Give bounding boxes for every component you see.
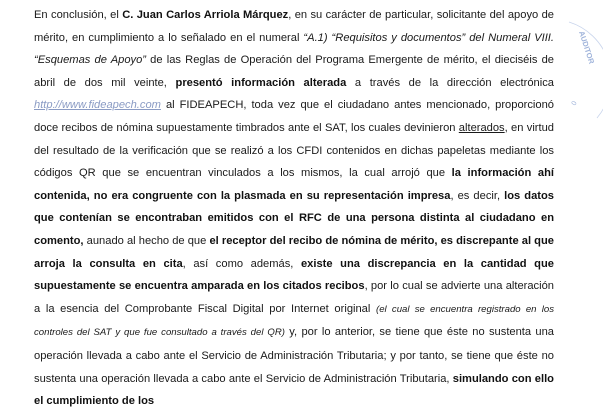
text-segment: , en virtud del resultado de la verificación que se realizó a los CFDI contenidos en dichas papeletas mediante los códigos QR que se encuentran vinculados a los mismos, la cual arrojó que	[34, 121, 555, 180]
text-segment: , en su carácter de particular, solicitante del apoyo de mérito, en cumplimiento a lo señalado en el numeral	[34, 9, 554, 44]
stamp-mark: 0	[570, 100, 579, 107]
text-segment: , por lo cual se advierte una alteración a la esencia del Comprobante Fiscal Digital por Internet original	[34, 280, 554, 315]
website-link[interactable]: http://www.fideapech.com	[34, 99, 161, 112]
text-segment: aunado al hecho de que	[83, 234, 210, 247]
text-segment: de las Reglas de Operación del Programa Emergente de mérito, el dieciséis de abril de dos mil veinte,	[34, 54, 554, 89]
text-segment: En conclusión, el	[34, 9, 123, 21]
text-segment: al FIDEAPECH, toda vez que el ciudadano antes mencionado, proporcionó doce recibos de nómina supuestamente timbrados ante el SAT, los cuales devinieron	[34, 99, 554, 134]
bold-phrase: presentó información alterada	[175, 76, 347, 89]
auditor-stamp	[563, 18, 603, 128]
bold-phrase: simulando con ello el cumplimiento de los	[34, 372, 554, 408]
text-segment: y, por lo anterior, se tiene que éste no sustenta una operación llevada a cabo ante el Servicio de Administración Tributaria; y por tanto, se tiene que éste no sustenta una operación llevada a cabo ante el Servicio de Administración Tributaria,	[34, 326, 554, 385]
conclusion-paragraph	[34, 4, 554, 413]
underlined-word: alterados	[458, 121, 505, 134]
bold-phrase: existe una discrepancia en la cantidad que supuestamente se encuentra amparada en los citados recibos	[34, 257, 554, 293]
parenthetical-note: (el cual se encuentra registrado en los controles del SAT y que fue consultado a través del QR)	[34, 303, 555, 339]
text-segment: a través de la dirección electrónica	[346, 76, 554, 89]
bold-phrase: los datos que contenían se encontraban emitidos con el RFC de una persona distinta al ciudadano en comento,	[34, 189, 554, 247]
numeral-reference: “A.1) “Requisitos y documentos” del Numeral VIII. “Esquemas de Apoyo”	[34, 31, 555, 67]
bold-phrase: el receptor del recibo de nómina de mérito, es discrepante al que arroja la consulta en cita	[34, 234, 554, 270]
stamp-text: AUDITOR	[577, 29, 597, 65]
text-segment: , así como además,	[182, 257, 301, 270]
text-segment: , es decir,	[450, 189, 505, 202]
person-name: C. Juan Carlos Arriola Márquez	[122, 9, 289, 21]
bold-phrase: la información ahí contenida, no era congruente con la plasmada en su representación impresa	[34, 167, 554, 202]
